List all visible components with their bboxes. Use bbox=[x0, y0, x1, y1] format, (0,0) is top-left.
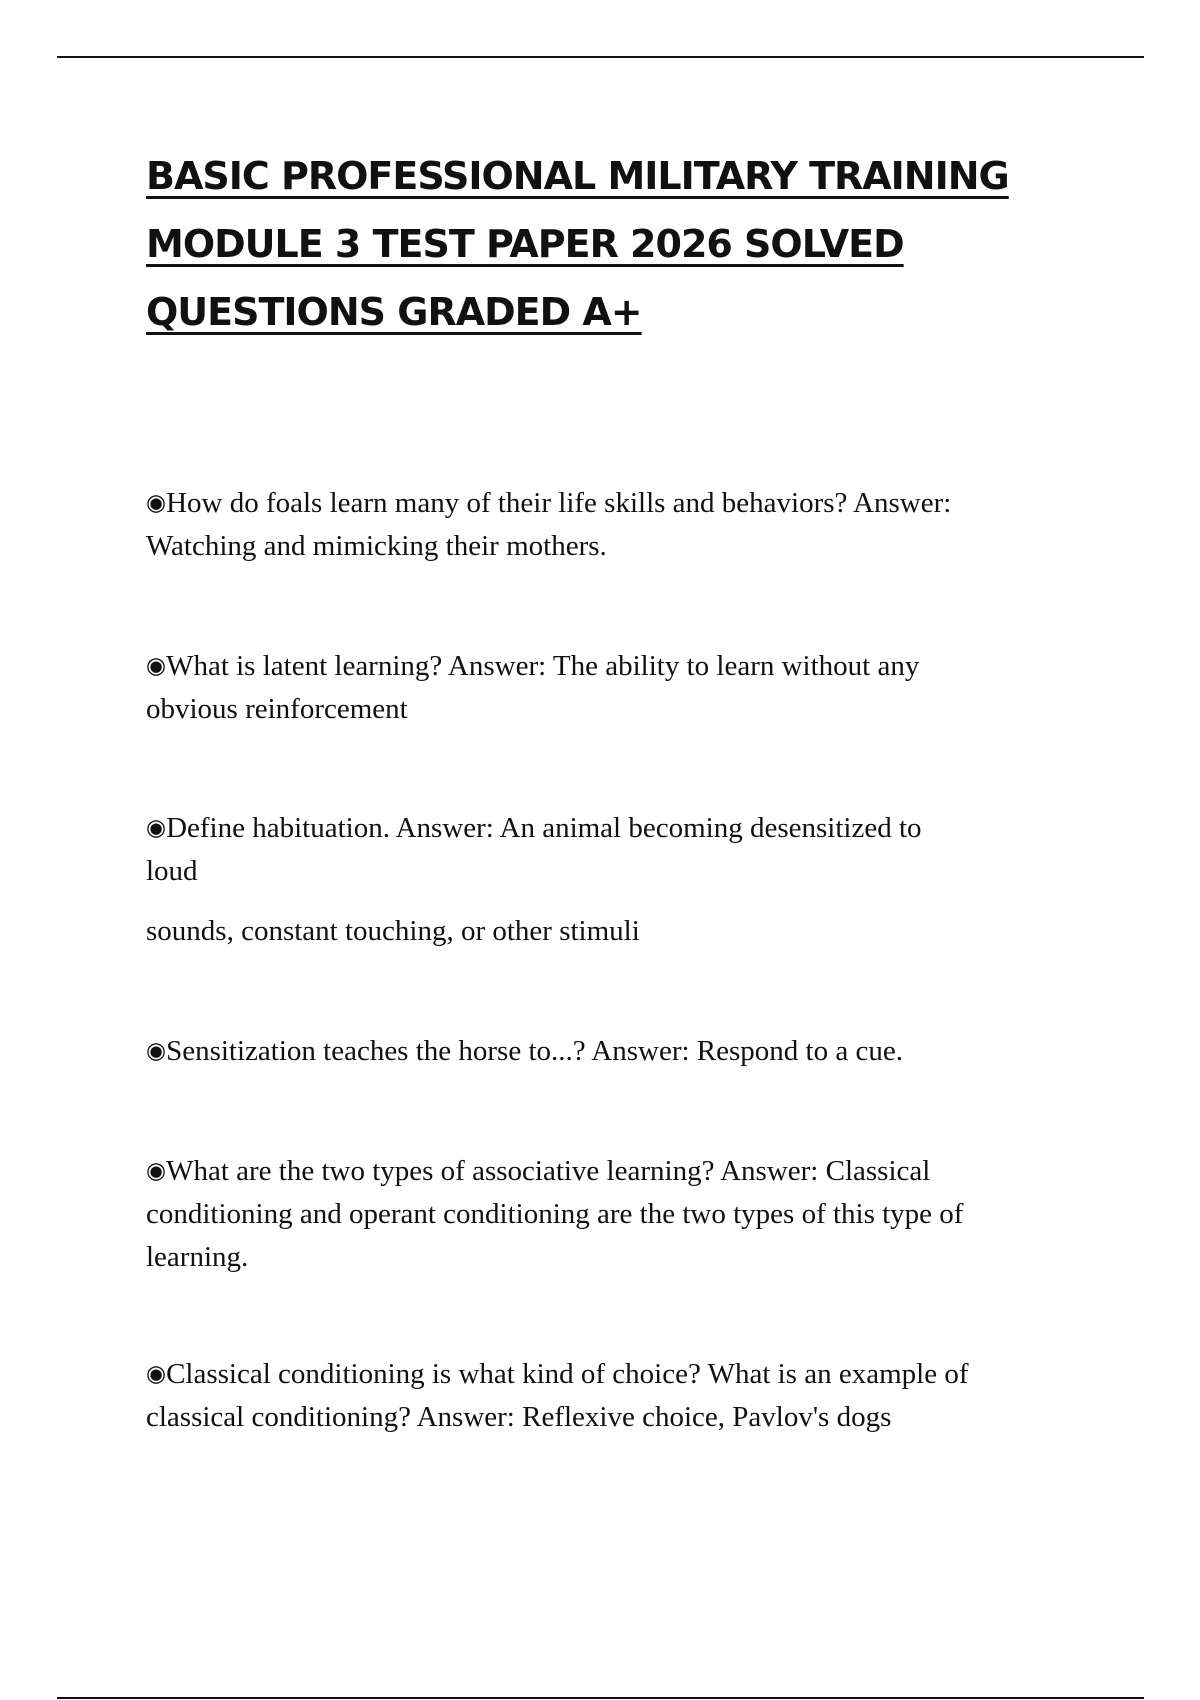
question-line: How do foals learn many of their life skills and behaviors? Answer: bbox=[166, 487, 952, 519]
bottom-rule bbox=[57, 1697, 1144, 1699]
question-line: Classical conditioning is what kind of choice? What is an example of bbox=[166, 1358, 969, 1390]
radio-bullet-icon: ◉ bbox=[146, 815, 167, 841]
question-item bbox=[146, 1353, 1076, 1439]
question-item bbox=[146, 1030, 1076, 1073]
question-line: What are the two types of associative learning? Answer: Classical bbox=[166, 1155, 931, 1187]
radio-bullet-icon: ◉ bbox=[146, 1038, 167, 1064]
question-continuation: sounds, constant touching, or other stimuli bbox=[146, 915, 640, 947]
document-title bbox=[146, 142, 1046, 346]
question-line: Define habituation. Answer: An animal becoming desensitized to bbox=[166, 812, 922, 844]
question-line: Watching and mimicking their mothers. bbox=[146, 530, 607, 562]
radio-bullet-icon: ◉ bbox=[146, 1361, 167, 1387]
question-item bbox=[146, 645, 1076, 731]
question-line: learning. bbox=[146, 1241, 249, 1273]
title-line: BASIC PROFESSIONAL MILITARY TRAINING bbox=[146, 154, 1009, 198]
title-line: MODULE 3 TEST PAPER 2026 SOLVED bbox=[146, 222, 904, 266]
question-line: loud bbox=[146, 855, 198, 887]
question-line: conditioning and operant conditioning are the two types of this type of bbox=[146, 1198, 964, 1230]
question-item bbox=[146, 1150, 1076, 1279]
question-item bbox=[146, 482, 1076, 568]
question-item bbox=[146, 807, 1076, 953]
title-line: QUESTIONS GRADED A+ bbox=[146, 290, 642, 334]
radio-bullet-icon: ◉ bbox=[146, 1158, 167, 1184]
question-line: obvious reinforcement bbox=[146, 693, 408, 725]
question-line: Sensitization teaches the horse to...? Answer: Respond to a cue. bbox=[166, 1035, 903, 1067]
question-line: classical conditioning? Answer: Reflexive choice, Pavlov's dogs bbox=[146, 1401, 892, 1433]
radio-bullet-icon: ◉ bbox=[146, 653, 167, 679]
top-rule bbox=[57, 56, 1144, 58]
radio-bullet-icon: ◉ bbox=[146, 490, 167, 516]
question-line: What is latent learning? Answer: The ability to learn without any bbox=[166, 650, 920, 682]
